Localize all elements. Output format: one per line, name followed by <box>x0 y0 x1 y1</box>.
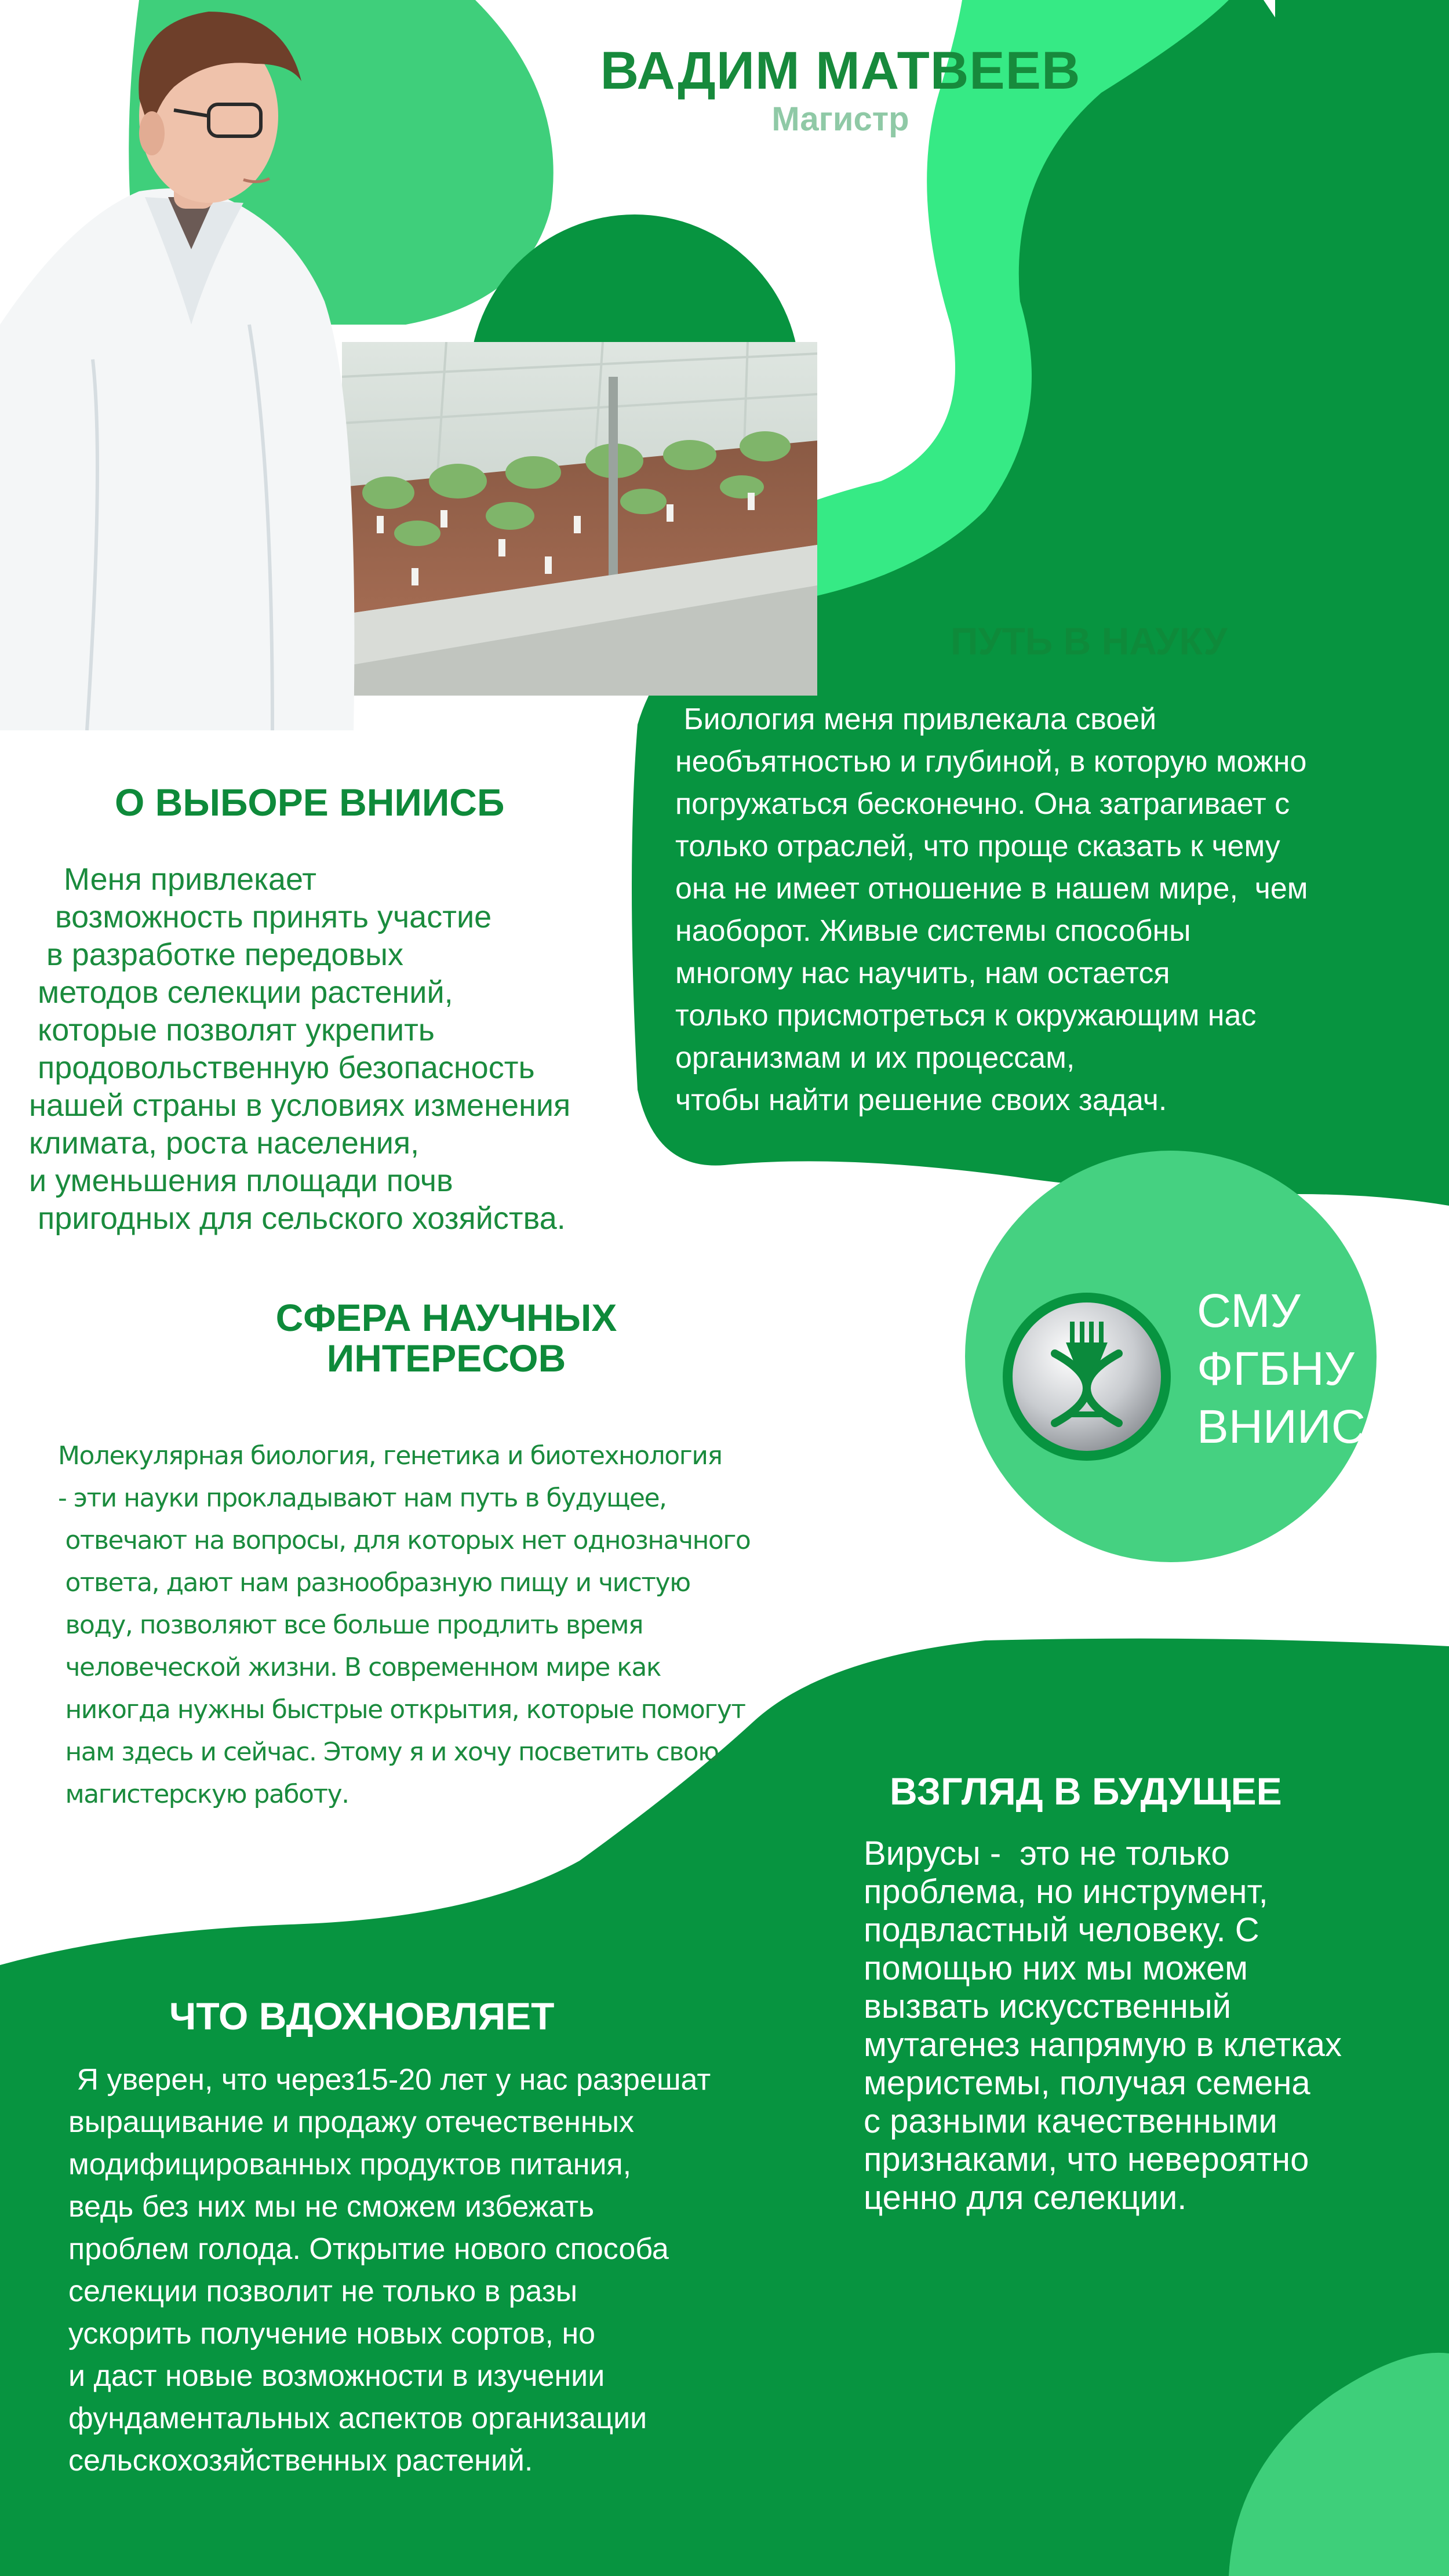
greenhouse-photo <box>342 342 817 696</box>
choice-title: О ВЫБОРЕ ВНИИСБ <box>115 781 505 824</box>
inspires-text: Я уверен, что через15-20 лет у нас разрешат выращивание и продажу отечественных модифицированных продуктов питания, ведь без них мы не сможем избежать проблем голода. Открытие нового способа селекции позволит не только в разы ускорить получение новых сортов, но и даст новые возможности в изучении фундаментальных аспектов организации сельскохозяйственных растений. <box>68 2063 711 2477</box>
interests-title-line2: ИНТЕРЕСОВ <box>326 1337 566 1380</box>
inspires-title: ЧТО ВДОХНОВЛЯЕТ <box>169 1995 555 2037</box>
dna-helix-logo <box>1000 1290 1174 1464</box>
badge-line1: СМУ <box>1197 1285 1301 1337</box>
interests-text: Молекулярная биология, генетика и биотехнология - эти науки прокладывают нам путь в будущее, отвечают на вопросы, для которых нет однозначного ответа, дают нам разнообразную пищу и чистую воду, позволяют все больше продлить время человеческой жизни. В современном мире как никогда нужны быстрые открытия, которые помогут нам здесь и сейчас. Этому я и хочу посветить свою магистерскую работу. <box>58 1441 751 1809</box>
future-title: ВЗГЛЯД В БУДУЩЕЕ <box>890 1770 1282 1813</box>
interests-title <box>220 1297 672 1378</box>
badge-line2: ФГБНУ <box>1197 1342 1355 1395</box>
person-portrait <box>0 0 359 730</box>
person-name: ВАДИМ МАТВЕЕВ <box>600 41 1081 100</box>
path-to-science-text: Биология меня привлекала своей необъятностью и глубиной, в которую можно погружаться бесконечно. Она затрагивает с только отраслей, что проще сказать к чему она не имеет отношение в нашем мире, чем наоборот. Живые системы способны многому нас научить, нам остается только присмотреться к окружающим нас организмам и их процессам, чтобы найти решение своих задач. <box>675 703 1308 1117</box>
badge-text <box>1197 1282 1440 1456</box>
person-role: Магистр <box>771 100 909 138</box>
choice-text: Меня привлекает возможность принять участие в разработке передовых методов селекции растений, которые позволят укрепить продовольственную безопасность нашей страны в условиях изменения климата, роста населения, и уменьшения площади почв пригодных для сельского хозяйства. <box>29 862 571 1236</box>
path-to-science-title: ПУТЬ В НАУКУ <box>951 620 1228 663</box>
badge-line3: ВНИИСБ <box>1197 1400 1397 1453</box>
interests-title-line1: СФЕРА НАУЧНЫХ <box>275 1296 617 1339</box>
future-text: Вирусы - это не только проблема, но инструмент, подвластный человеку. С помощью них мы можем вызвать искусственный мутагенез напрямую в клетках меристемы, получая семена с разными качественными признаками, что невероятно ценно для селекции. <box>864 1835 1342 2217</box>
